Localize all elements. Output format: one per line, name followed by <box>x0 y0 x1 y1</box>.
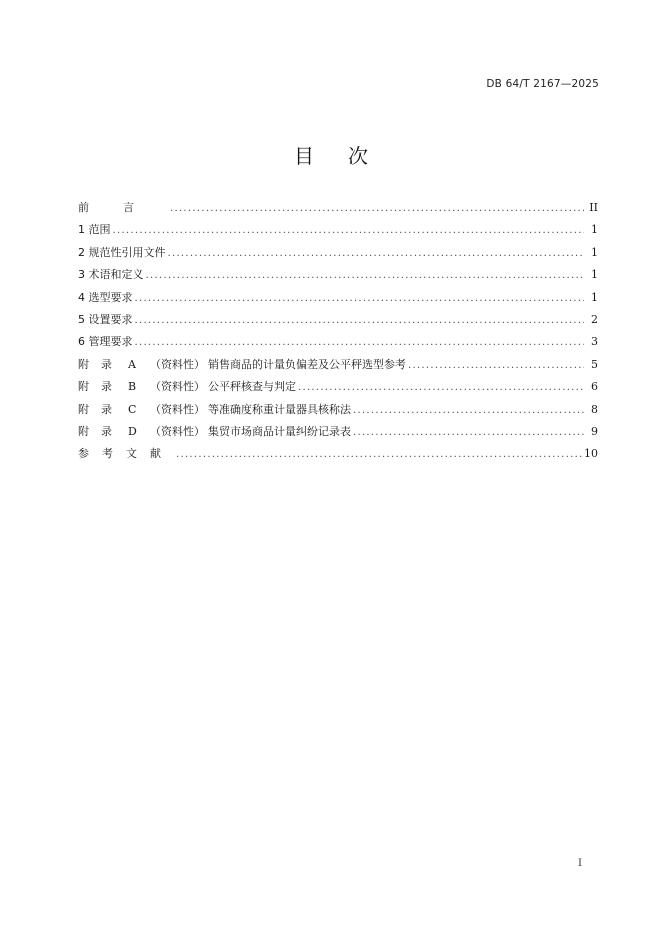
appendix-letter: B <box>128 380 137 394</box>
appendix-title: 销售商品的计量负偏差及公平秤选型参考 <box>208 357 406 371</box>
toc-leader-dots <box>298 382 584 393</box>
toc-entry-label: 6 管理要求 <box>78 335 133 349</box>
toc-leader-dots <box>170 203 584 214</box>
appendix-letter: C <box>128 402 137 416</box>
page-number: I <box>578 858 582 869</box>
toc-leader-dots <box>168 248 585 259</box>
table-of-contents <box>78 199 598 468</box>
appendix-kind: （资料性） <box>150 424 205 438</box>
toc-entry-page: II <box>589 201 598 214</box>
toc-entry-label: 2 规范性引用文件 <box>78 245 166 259</box>
toc-entry-label <box>78 356 406 372</box>
appendix-letter: D <box>128 424 137 438</box>
document-code: DB 64/T 2167—2025 <box>486 78 599 90</box>
toc-entry-bibliography[interactable] <box>78 445 598 467</box>
toc-entry-label: 4 选型要求 <box>78 290 133 304</box>
toc-entry-page: 6 <box>591 380 598 394</box>
toc-entry-label: 5 设置要求 <box>78 312 133 326</box>
toc-entry-page: 9 <box>591 424 598 438</box>
toc-entry-page: 5 <box>591 357 598 371</box>
toc-leader-dots <box>146 270 585 281</box>
toc-leader-dots <box>353 427 584 438</box>
appendix-head: 附录 <box>78 357 124 371</box>
toc-entry-label: 参考文献 <box>78 447 174 461</box>
appendix-title: 集贸市场商品计量纠纷记录表 <box>208 424 351 438</box>
toc-entry-terms[interactable] <box>78 266 598 288</box>
appendix-letter: A <box>128 357 136 371</box>
toc-leader-dots <box>353 405 584 416</box>
toc-leader-dots <box>408 360 584 371</box>
appendix-title: 等准确度称重计量器具核称法 <box>208 402 351 416</box>
toc-entry-page: 1 <box>591 290 598 304</box>
toc-entry-label <box>78 401 351 417</box>
toc-entry-management[interactable] <box>78 333 598 355</box>
toc-entry-setup[interactable] <box>78 311 598 333</box>
toc-entry-label: 1 范围 <box>78 223 111 237</box>
toc-leader-dots <box>135 293 585 304</box>
appendix-title: 公平秤核查与判定 <box>208 380 296 394</box>
toc-entry-page: 10 <box>584 447 598 461</box>
toc-entry-label: 前言 <box>78 201 168 214</box>
appendix-kind: （资料性） <box>150 402 205 416</box>
toc-entry-page: 3 <box>591 335 598 349</box>
toc-entry-page: 1 <box>591 223 598 237</box>
toc-entry-appendix-d[interactable] <box>78 423 598 445</box>
toc-leader-dots <box>135 315 585 326</box>
appendix-kind: （资料性） <box>150 380 205 394</box>
toc-entry-label <box>78 378 296 394</box>
toc-leader-dots <box>176 449 582 460</box>
toc-entry-appendix-a[interactable] <box>78 356 598 378</box>
appendix-head: 附录 <box>78 424 124 438</box>
appendix-kind: （资料性） <box>150 357 205 371</box>
toc-leader-dots <box>113 225 585 236</box>
toc-entry-scope[interactable] <box>78 221 598 243</box>
toc-entry-page: 1 <box>591 268 598 282</box>
toc-entry-appendix-c[interactable] <box>78 401 598 423</box>
toc-entry-label <box>78 423 351 439</box>
toc-entry-page: 8 <box>591 402 598 416</box>
toc-entry-label: 3 术语和定义 <box>78 268 144 282</box>
toc-entry-appendix-b[interactable] <box>78 378 598 400</box>
appendix-head: 附录 <box>78 380 124 394</box>
toc-entry-page: 1 <box>591 245 598 259</box>
toc-leader-dots <box>135 337 585 348</box>
toc-entry-foreword[interactable] <box>78 199 598 221</box>
toc-entry-page: 2 <box>591 312 598 326</box>
toc-entry-normative-references[interactable] <box>78 244 598 266</box>
appendix-head: 附录 <box>78 402 124 416</box>
page-title: 目次 <box>294 144 402 168</box>
toc-entry-selection[interactable] <box>78 289 598 311</box>
